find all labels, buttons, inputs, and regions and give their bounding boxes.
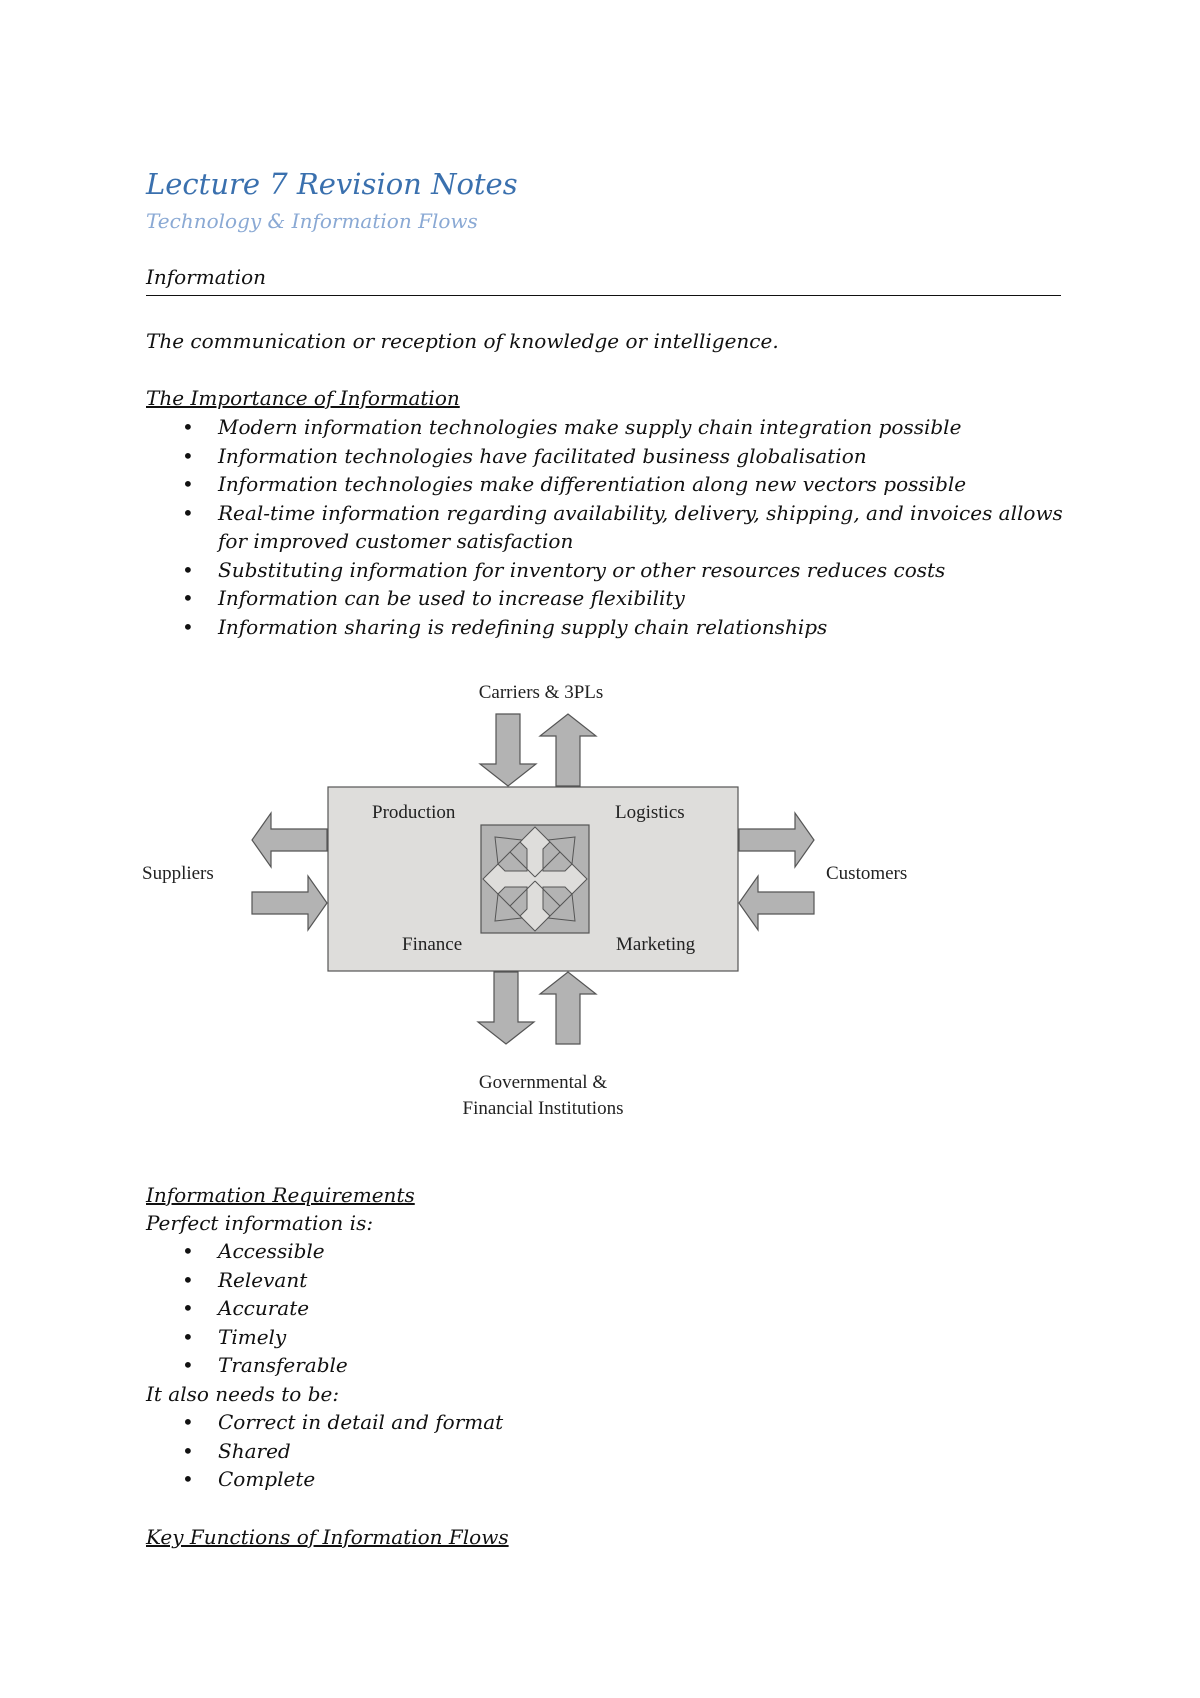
label-financial-institutions: Financial Institutions	[462, 1098, 624, 1119]
requirements-intro: Perfect information is:	[146, 1211, 374, 1235]
requirements-list	[146, 1237, 348, 1380]
section-heading-key-functions: Key Functions of Information Flows	[146, 1525, 509, 1549]
information-flow-diagram	[142, 668, 930, 1128]
section-heading-importance: The Importance of Information	[146, 386, 460, 410]
list-item: • Timely	[146, 1323, 348, 1352]
list-item: • Correct in detail and format	[146, 1408, 503, 1437]
label-suppliers: Suppliers	[142, 863, 214, 884]
label-carriers: Carriers & 3PLs	[478, 682, 604, 703]
information-definition: The communication or reception of knowledge or intelligence.	[146, 329, 779, 353]
label-finance: Finance	[402, 934, 463, 955]
four-way-arrows-icon	[481, 825, 589, 933]
list-item: • Transferable	[146, 1351, 348, 1380]
label-governmental: Governmental &	[478, 1072, 608, 1093]
list-item: • Relevant	[146, 1266, 348, 1295]
also-intro: It also needs to be:	[146, 1382, 340, 1406]
arrow-right-icon	[252, 876, 327, 930]
section-heading-information: Information	[146, 267, 1061, 296]
arrow-left-icon	[252, 813, 327, 867]
arrow-left-icon	[739, 876, 814, 930]
section-heading-requirements: Information Requirements	[146, 1183, 415, 1207]
list-item: • Information can be used to increase flexibility	[146, 584, 1066, 613]
list-item: • Information sharing is redefining supply chain relationships	[146, 613, 1066, 642]
arrow-up-icon	[540, 972, 596, 1044]
list-item: • Accurate	[146, 1294, 348, 1323]
label-production: Production	[372, 802, 456, 823]
document-title: Lecture 7 Revision Notes	[146, 167, 518, 201]
list-item: • Substituting information for inventory or other resources reduces costs	[146, 556, 1066, 585]
list-item: • Accessible	[146, 1237, 348, 1266]
list-item: • Information technologies have facilitated business globalisation	[146, 442, 1066, 471]
list-item: • Modern information technologies make supply chain integration possible	[146, 413, 1066, 442]
list-item: • Information technologies make differentiation along new vectors possible	[146, 470, 1066, 499]
document-subtitle: Technology & Information Flows	[146, 209, 478, 233]
arrow-down-icon	[478, 972, 534, 1044]
label-logistics: Logistics	[615, 802, 685, 823]
label-marketing: Marketing	[616, 934, 696, 955]
importance-list	[146, 413, 1066, 641]
label-customers: Customers	[826, 863, 908, 884]
list-item: • Shared	[146, 1437, 503, 1466]
arrow-right-icon	[739, 813, 814, 867]
also-list	[146, 1408, 503, 1494]
arrow-down-icon	[480, 714, 536, 786]
list-item: • Real-time information regarding availability, delivery, shipping, and invoices allows for improved customer satisfaction	[146, 499, 1066, 556]
arrow-up-icon	[540, 714, 596, 786]
list-item: • Complete	[146, 1465, 503, 1494]
